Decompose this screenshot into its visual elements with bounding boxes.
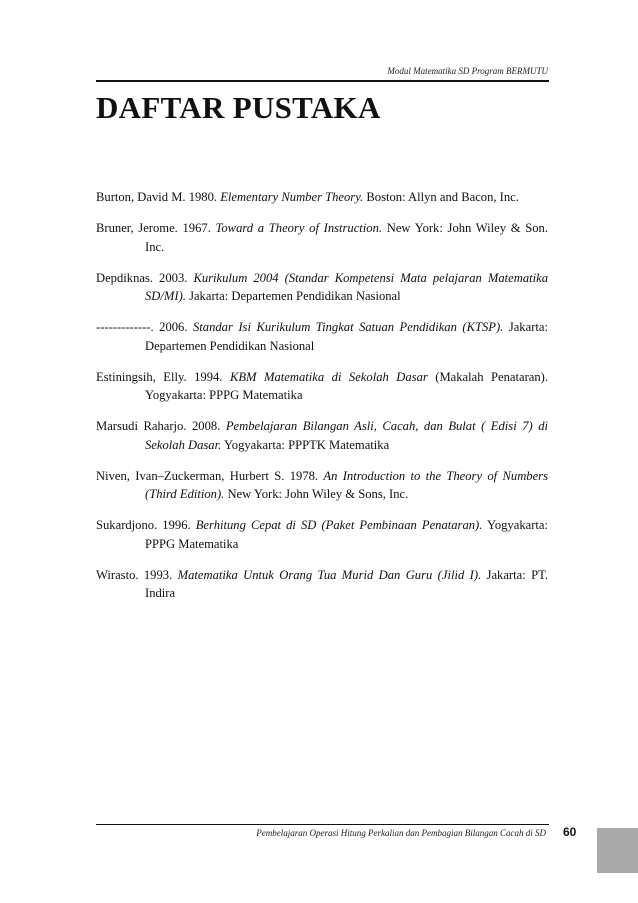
reference-author-year: Depdiknas. 2003. <box>96 270 194 285</box>
reference-author-year: Marsudi Raharjo. 2008. <box>96 419 226 433</box>
reference-title: Kurikulum 2004 (Standar Kompetensi Mata pelajaran Matematika SD/MI). <box>145 270 548 303</box>
reference-title: Matematika Untuk Orang Tua Murid Dan Guru (Jilid I). <box>177 567 482 582</box>
reference-publisher: Jakarta: PT. Indira <box>145 567 548 600</box>
reference-publisher: New York: John Wiley & Sons, Inc. <box>224 487 409 501</box>
reference-title: Standar Isi Kurikulum Tingkat Satuan Pendidikan (KTSP). <box>192 320 504 334</box>
reference-title: An Introduction to the Theory of Numbers (Third Edition). <box>145 468 548 501</box>
page-number: 60 <box>563 825 577 839</box>
reference-title: KBM Matematika di Sekolah Dasar <box>229 369 428 384</box>
reference-entry <box>96 368 548 405</box>
reference-author-year: -------------. 2006. <box>96 320 193 334</box>
reference-entry <box>96 566 548 603</box>
reference-publisher: (Makalah Penataran). Yogyakarta: PPPG Matematika <box>145 369 548 402</box>
reference-author-year: Wirasto. 1993. <box>96 567 178 582</box>
reference-title: Toward a Theory of Instruction. <box>215 221 383 235</box>
reference-entry <box>96 188 548 207</box>
reference-entry <box>96 417 548 454</box>
reference-title: Elementary Number Theory. <box>220 190 364 204</box>
reference-author-year: Estiningsih, Elly. 1994. <box>96 369 230 384</box>
reference-entry <box>96 219 548 256</box>
reference-author-year: Niven, Ivan–Zuckerman, Hurbert S. 1978. <box>96 468 324 483</box>
reference-entry <box>96 467 548 504</box>
reference-entry <box>96 318 548 355</box>
reference-entry <box>96 269 548 306</box>
reference-author-year: Burton, David M. 1980. <box>96 190 221 204</box>
reference-entry <box>96 516 548 553</box>
reference-publisher: Boston: Allyn and Bacon, Inc. <box>363 190 519 204</box>
footer-running-title: Pembelajaran Operasi Hitung Perkalian dan Pembagian Bilangan Cacah di SD <box>256 828 546 838</box>
page-title: DAFTAR PUSTAKA <box>96 90 381 125</box>
reference-publisher: Jakarta: Departemen Pendidikan Nasional <box>145 320 548 353</box>
reference-publisher: Jakarta: Departemen Pendidikan Nasional <box>185 289 401 303</box>
reference-title: Pembelajaran Bilangan Asli, Cacah, dan Bulat ( Edisi 7) di Sekolah Dasar. <box>145 419 548 452</box>
reference-title: Berhitung Cepat di SD (Paket Pembinaan Penataran). <box>195 518 483 532</box>
header-rule <box>96 80 549 82</box>
reference-publisher: Yogyakarta: PPPTK Matematika <box>221 437 390 452</box>
footer-rule <box>96 824 549 825</box>
page-corner-tab <box>597 828 638 873</box>
reference-author-year: Sukardjono. 1996. <box>96 518 196 532</box>
header-running-title: Modul Matematika SD Program BERMUTU <box>387 66 548 76</box>
reference-author-year: Bruner, Jerome. 1967. <box>96 221 216 235</box>
reference-publisher: New York: John Wiley & Son. Inc. <box>145 221 548 254</box>
reference-list <box>96 188 548 615</box>
reference-publisher: Yogyakarta: PPPG Matematika <box>145 518 548 551</box>
